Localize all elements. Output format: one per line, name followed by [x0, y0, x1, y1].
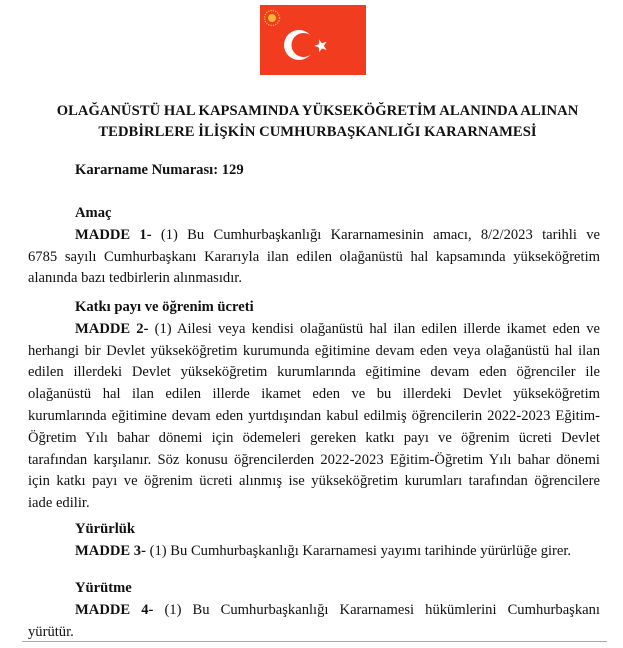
line-text: (1) Bu Cumhurbaşkanlığı Kararnamesi hükümlerini Cumhurbaşkanı: [164, 601, 600, 618]
decree-number: Kararname Numarası: 129: [75, 162, 244, 178]
article-3: [28, 519, 600, 563]
article-line: kurumlarında eğitimine devam eden yurtdışından kabul edilmiş öğrencilerin 2022-2023 Eğitim-: [28, 407, 600, 424]
title-line-2: TEDBİRLERE İLİŞKİN CUMHURBAŞKANLIĞI KARARNAMESİ: [98, 124, 537, 140]
article-line: olağanüstü hal ilan edilen illerde ikamet eden ve bu illerdeki Devlet yükseköğretim: [28, 386, 600, 403]
flag-icon: [260, 5, 366, 75]
article-line: [28, 541, 600, 563]
article-label: MADDE 2-: [75, 320, 149, 337]
article-heading: Amaç: [75, 205, 112, 221]
article-line: iade edilir.: [28, 495, 90, 512]
turkish-flag-emblem: [260, 5, 366, 75]
article-line: için katkı payı ve öğrenim ücreti alınmış ise yükseköğretim kurumları tarafından öğrencilere: [28, 473, 600, 490]
article-heading: Katkı payı ve öğrenim ücreti: [75, 299, 254, 315]
article-body: [28, 600, 600, 644]
article-2: [28, 297, 600, 515]
article-body: [28, 319, 600, 515]
title-line-1: OLAĞANÜSTÜ HAL KAPSAMINDA YÜKSEKÖĞRETİM ALANINDA ALINAN: [56, 103, 579, 119]
article-line: Öğretim Yılı bahar dönemi için ödemeleri gereken katkı payı ve öğrenim ücreti Devlet: [28, 429, 600, 446]
article-body: [28, 541, 600, 563]
article-label: MADDE 3-: [75, 542, 146, 559]
article-line: tarafından karşılanır. Söz konusu öğrencilerden 2022-2023 Eğitim-Öğretim Yılı bahar dönemi: [28, 451, 600, 468]
article-heading: Yürütme: [75, 580, 132, 596]
article-label: MADDE 4-: [75, 601, 154, 618]
document-title: [0, 101, 623, 143]
article-1: [28, 203, 600, 290]
article-line: [28, 600, 600, 622]
article-label: MADDE 1-: [75, 226, 152, 243]
article-line: yürütür.: [28, 623, 74, 640]
line-text: (1) Ailesi veya kendisi olağanüstü hal ilan edilen illerde ikamet eden ve: [154, 320, 600, 337]
bottom-divider: [22, 641, 607, 642]
article-line: edilen illerdeki Devlet yükseköğretim kurumlarında eğitimine devam eden öğrenciler ile: [28, 364, 600, 381]
article-body: [28, 225, 600, 290]
article-4: [28, 578, 600, 643]
line-text: (1) Bu Cumhurbaşkanlığı Kararnamesi yayımı tarihinde yürürlüğe girer.: [149, 542, 572, 559]
article-heading: Yürürlük: [75, 521, 136, 537]
article-line: 6785 sayılı Cumhurbaşkanı Kararıyla ilan edilen olağanüstü hal kapsamında yükseköğretim: [28, 248, 600, 265]
article-line: [28, 225, 600, 247]
line-text: (1) Bu Cumhurbaşkanlığı Kararnamesinin amacı, 8/2/2023 tarihli ve: [160, 226, 600, 243]
article-line: alanında bazı tedbirlerin alınmasıdır.: [28, 270, 242, 287]
article-line: herhangi bir Devlet yükseköğretim kurumunda eğitimine devam eden veya olağanüstü hal ilan: [28, 342, 600, 359]
article-line: [28, 319, 600, 341]
